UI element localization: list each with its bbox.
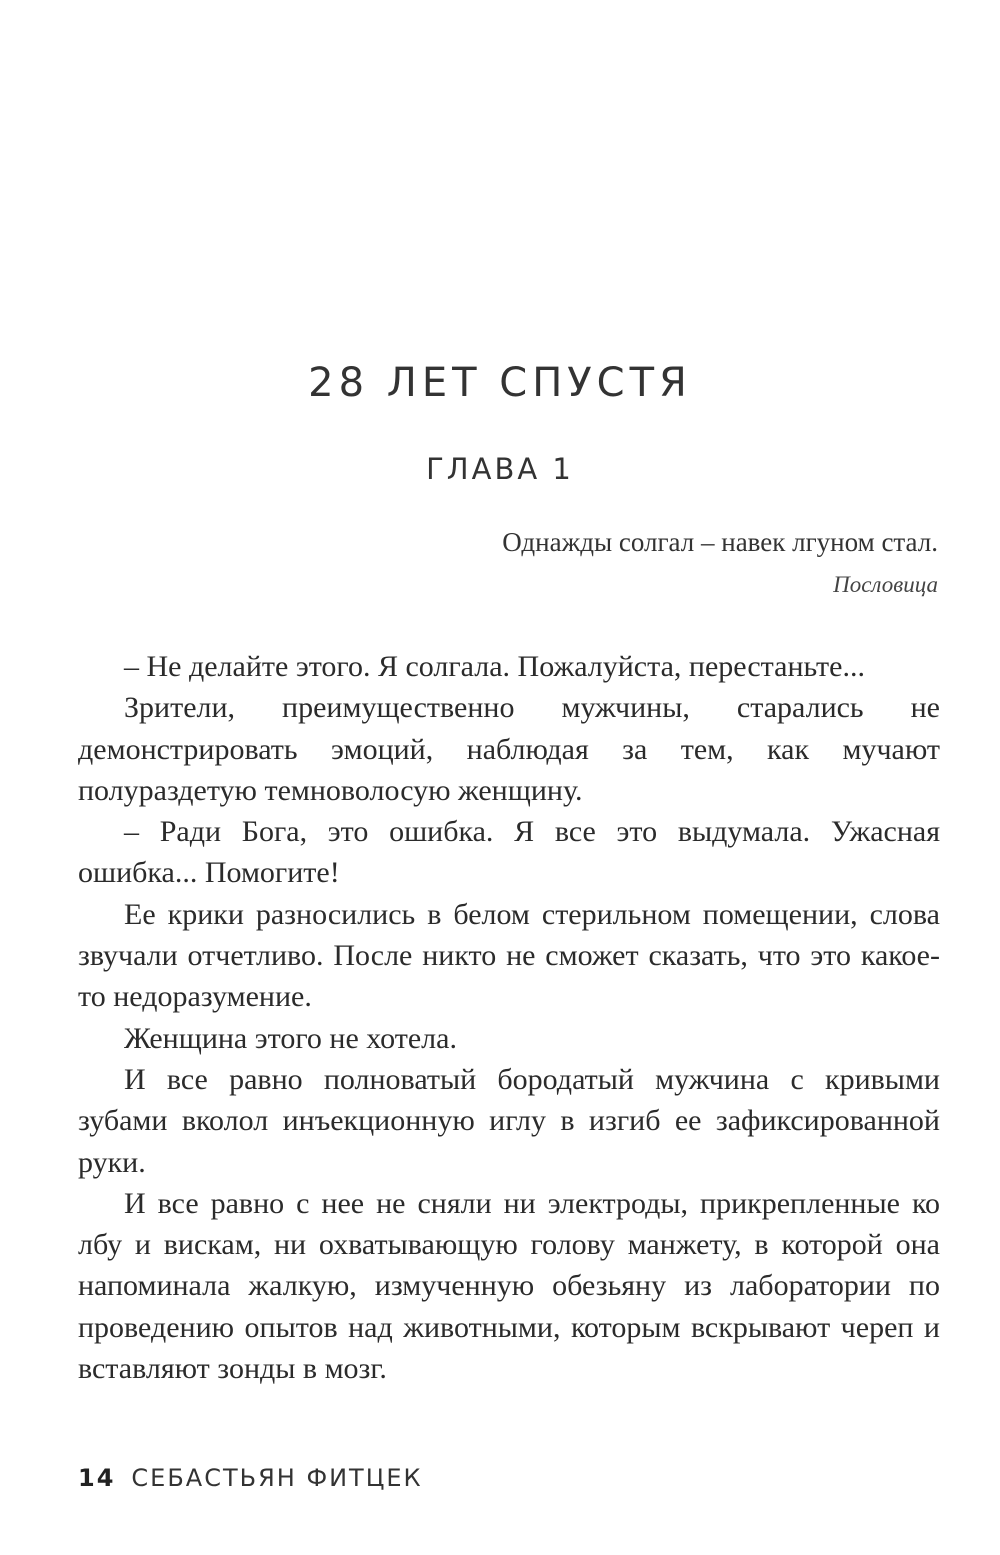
paragraph: – Ради Бога, это ошибка. Я все это выдумала. Ужасная ошибка... Помогите! <box>78 815 940 890</box>
paragraph: И все равно с нее не сняли ни электроды, прикрепленные ко лбу и вискам, ни охватывающую голову манжету, в которой она напоминала жалкую, измученную обезьяну из лаборатории по проведению опытов над животными, которым вскрывают череп и вставляют зонды в мозг. <box>78 1186 940 1386</box>
paragraph: Женщина этого не хотела. <box>124 1021 457 1055</box>
page-footer <box>78 1464 423 1492</box>
epigraph-text: Однажды солгал – навек лгуном стал. <box>502 527 938 557</box>
chapter-title: ГЛАВА 1 <box>426 452 574 486</box>
paragraph: Ее крики разносились в белом стерильном помещении, слова звучали отчетливо. После никто не сможет сказать, что это какое-то недоразумение. <box>78 897 940 1014</box>
paragraph: И все равно полноватый бородатый мужчина с кривыми зубами вколол инъекционную иглу в изгиб ее зафиксированной руки. <box>78 1062 940 1179</box>
part-title: 28 ЛЕТ СПУСТЯ <box>308 360 692 406</box>
paragraph: – Не делайте этого. Я солгала. Пожалуйста, перестаньте... <box>124 650 865 683</box>
running-head-author: СЕБАСТЬЯН ФИТЦЕК <box>131 1464 423 1492</box>
epigraph-source: Пословица <box>833 572 938 597</box>
epigraph <box>502 522 938 602</box>
page-number: 14 <box>78 1464 116 1492</box>
paragraph: Зрители, преимущественно мужчины, старались не демонстрировать эмоций, наблюдая за тем, как мучают полураздетую темноволосую женщину. <box>78 691 940 807</box>
body-text <box>78 646 940 1389</box>
